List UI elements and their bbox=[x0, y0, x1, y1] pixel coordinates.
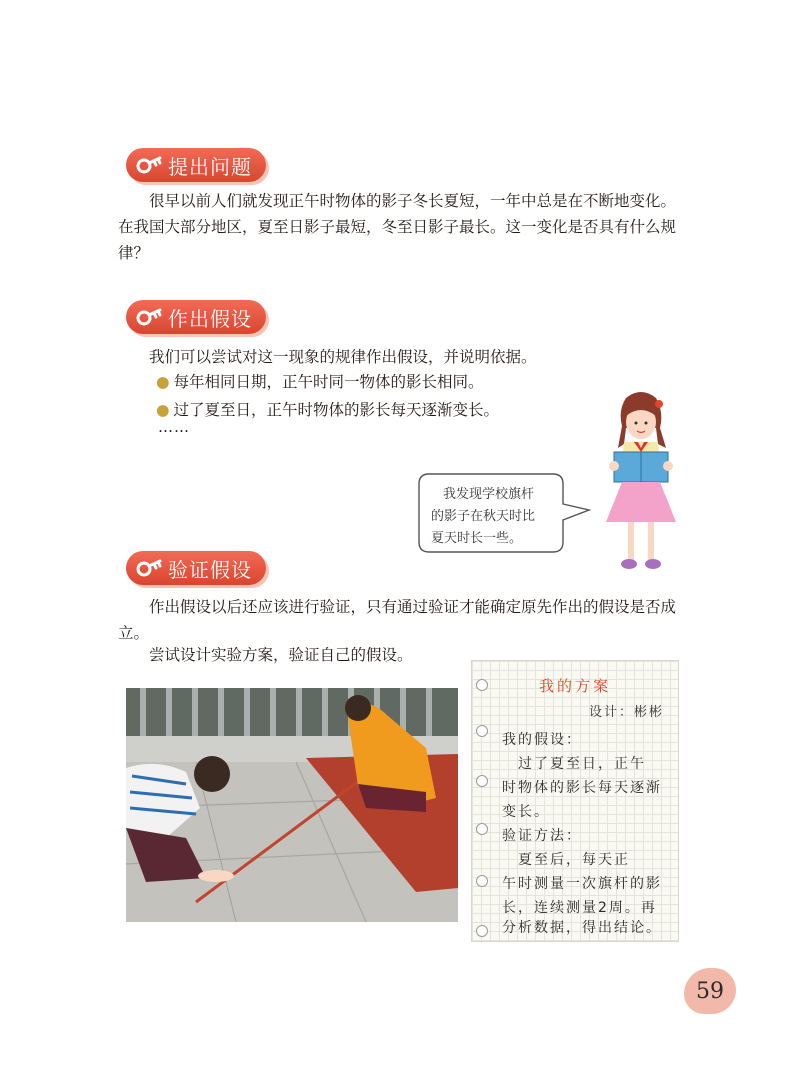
plan-line: 我的假设： bbox=[502, 732, 582, 748]
plan-line: 变长。 bbox=[502, 804, 550, 820]
key-icon bbox=[136, 306, 162, 328]
bullet-dot-icon: ● bbox=[156, 373, 170, 391]
ring-binder-icon bbox=[476, 823, 488, 835]
key-icon bbox=[136, 154, 162, 176]
ring-binder-icon bbox=[476, 775, 488, 787]
verify-instruction: 尝试设计实验方案，验证自己的假设。 bbox=[149, 646, 413, 664]
section-title: 验证假设 bbox=[168, 557, 252, 582]
hypothesis-paragraph: 我们可以尝试对这一现象的规律作出假设，并说明依据。 bbox=[149, 348, 537, 366]
measuring-photo bbox=[126, 688, 458, 922]
plan-line: 分析数据，得出结论。 bbox=[502, 920, 662, 936]
ring-binder-icon bbox=[476, 875, 488, 887]
speech-bubble bbox=[413, 470, 593, 556]
plan-line: 过了夏至日，正午 bbox=[502, 756, 646, 772]
section-heading-verify bbox=[126, 551, 266, 585]
bullet-item: ● 过了夏至日，正午时物体的影长每天逐渐变长。 bbox=[156, 401, 500, 419]
speech-line: 我发现学校旗杆 bbox=[443, 487, 535, 502]
plan-line: 夏至后，每天正 bbox=[502, 852, 630, 868]
ellipsis: …… bbox=[158, 418, 190, 436]
bullet-dot-icon: ● bbox=[156, 401, 170, 419]
page-number: 59 bbox=[684, 968, 736, 1014]
speech-line: 夏天时长一些。 bbox=[431, 531, 523, 546]
girl-illustration bbox=[596, 388, 686, 578]
speech-line: 的影子在秋天时比 bbox=[431, 509, 536, 524]
plan-title: 我的方案 bbox=[538, 677, 611, 695]
plan-line: 长，连续测量2周。再 bbox=[502, 900, 657, 916]
section-title: 作出假设 bbox=[168, 306, 252, 331]
ring-binder-icon bbox=[476, 925, 488, 937]
section-heading-ask bbox=[126, 148, 266, 182]
ring-binder-icon bbox=[476, 725, 488, 737]
plan-line: 验证方法： bbox=[502, 828, 582, 844]
key-icon bbox=[136, 557, 162, 579]
section-title: 提出问题 bbox=[168, 154, 252, 179]
plan-line: 时物体的影长每天逐渐 bbox=[502, 780, 662, 796]
plan-card bbox=[471, 660, 679, 942]
bullet-item: ● 每年相同日期，正午时同一物体的影长相同。 bbox=[156, 373, 484, 391]
ask-paragraph: 很早以前人们就发现正午时物体的影子冬长夏短，一年中总是在不断地变化。在我国大部分地区，夏至日影子最短，冬至日影子最长。这一变化是否具有什么规律？ bbox=[118, 192, 677, 262]
verify-paragraph: 作出假设以后还应该进行验证，只有通过验证才能确定原先作出的假设是否成立。 bbox=[118, 598, 677, 642]
plan-designer: 设计：彬彬 bbox=[588, 705, 664, 720]
section-heading-hypothesis bbox=[126, 300, 266, 334]
plan-line: 午时测量一次旗杆的影 bbox=[502, 876, 662, 892]
